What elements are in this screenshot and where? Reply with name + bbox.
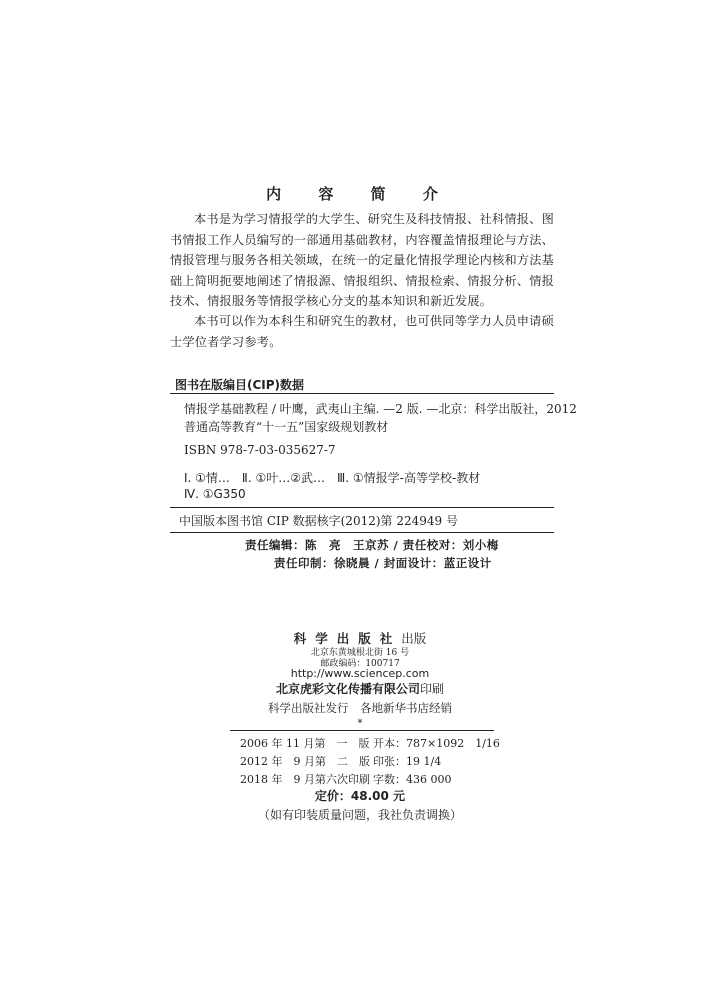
edition-row-1-right: 开本：787×1092 1/16 bbox=[373, 737, 500, 750]
distribution-line: 科学出版社发行 各地新华书店经销 bbox=[268, 701, 452, 715]
edition-row-3-right: 字数：436 000 bbox=[373, 773, 452, 786]
edition-rule-top bbox=[230, 730, 494, 731]
cip-class-1: Ⅰ. ①情… Ⅱ. ①叶…②武… Ⅲ. ①情报学-高等学校-教材 bbox=[184, 471, 481, 485]
printer-line bbox=[0, 680, 720, 697]
edition-row-2-left: 2012 年 9 月第 二 版 bbox=[240, 755, 370, 768]
publisher-url: http://www.sciencep.com bbox=[290, 667, 430, 680]
summary-paragraph-2: 本书可以作为本科生和研究生的教材，也可供同等学力人员申请硕士学位者学习参考。 bbox=[170, 314, 554, 349]
cip-line-2: 普通高等教育“十一五”国家级规划教材 bbox=[184, 420, 389, 434]
credits-line-1: 责任编辑：陈 亮 王京苏 / 责任校对：刘小梅 bbox=[245, 538, 499, 552]
cip-heading: 图书在版编目(CIP)数据 bbox=[175, 378, 305, 392]
quality-notice: （如有印装质量问题，我社负责调换） bbox=[257, 808, 462, 822]
summary-paragraph-1: 本书是为学习情报学的大学生、研究生及科技情报、社科情报、图书情报工作人员编写的一部通用基础教材，内容覆盖情报理论与方法、情报管理与服务各相关领域，在统一的定量化情报学理论内核和方法基础上简明扼要地阐述了情报源、情报组织、情报检索、情报分析、情报技术、情报服务等情报学核心分支的基本知识和新近发展。 bbox=[170, 212, 555, 308]
printer-name: 北京虎彩文化传播有限公司 bbox=[275, 682, 420, 696]
price: 定价：48.00 元 bbox=[314, 789, 406, 803]
publisher-address: 北京东黄城根北街 16 号 bbox=[310, 648, 410, 658]
publisher-postcode: 邮政编码：100717 bbox=[320, 659, 400, 669]
cip-divider bbox=[170, 507, 554, 508]
cip-line-1: 情报学基础教程 / 叶鹰，武夷山主编. —2 版. —北京：科学出版社，2012 bbox=[184, 402, 577, 416]
publisher-name-text: 科学出版社 bbox=[293, 631, 402, 646]
summary-title: 内 容 简 介 bbox=[266, 185, 454, 203]
cip-isbn: ISBN 978-7-03-035627-7 bbox=[184, 443, 336, 457]
cip-record: 中国版本图书馆 CIP 数据核字(2012)第 224949 号 bbox=[179, 514, 458, 528]
edition-row-3-left: 2018 年 9 月第六次印刷 bbox=[240, 773, 370, 786]
credits-line-2: 责任印制：徐晓晨 / 封面设计：蓝正设计 bbox=[274, 556, 492, 570]
publisher-suffix: 出版 bbox=[401, 631, 427, 646]
separator-mark: * bbox=[357, 718, 363, 729]
cip-class-2: Ⅳ. ①G350 bbox=[184, 487, 246, 501]
edition-row-1-left: 2006 年 11 月第 一 版 bbox=[240, 737, 370, 750]
edition-row-2-right: 印张：19 1/4 bbox=[373, 755, 442, 768]
printer-suffix: 印刷 bbox=[420, 682, 445, 696]
